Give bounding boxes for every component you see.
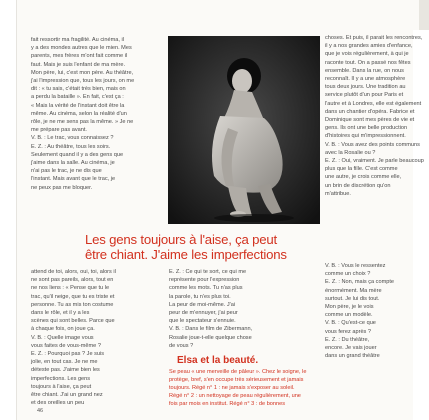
section-subhead: Elsa et la beauté. (177, 355, 259, 366)
corner-decoration (315, 0, 429, 30)
pull-quote-headline (85, 233, 335, 262)
bottom-middle-column: E. Z. : Ce qui te sort, ce qui me représente pour l'expression comme les mots. Tu n'as plus la parole, tu n'es plus toi. La peur de moi-même. J'ai peur de m'ennuyer, j'ai peur que le spectateur s'ennuie. V. B. : Dans le film de Zibermann, Rosalie joue-t-elle quelque chose de vous ? (169, 269, 253, 349)
headline-line-2: être chiant. J'aime les imperfections (85, 246, 287, 262)
right-top-column: choses. Et puis, il parait les rencontres, il y a nos grandes amies d'enfance, que je vois régulièrement, à qui je raconte tout. On a passé nos fêtes ensemble. Dans la rue, on nous reconnaît. Il y a une atmosphère tous deux jours. Une tradition au service plutôt d'un pour Paris et l'autre et à Londres, elle est également dans un chantier d'opéra. Fabrice et Dominique sont mes pères de vie et gens. Ils ont une belle production d'histoires qui m'impressionnent. V. B. : Vous avez des points communs avec la Rosalie ou ? E. Z. : Oui, vraiment. Je parle beaucoup plus que la fille. C'est comme une autre, je crois comme elle, un brin de discrétion qu'on m'attribue. (325, 35, 424, 197)
magazine-page (16, 0, 424, 420)
page-number: 46 (37, 408, 44, 414)
bottom-right-column: V. B. : Vous le ressentez comme un choix ? E. Z. : Non, mais ça compte énormément. Ma mère surtout. Je lui dis tout. Mon père, je le vois comme un modèle. V. B. : Qu'est-ce que vous ferez après ? E. Z. : Du théâtre, encore. Je vais jouer dans un grand théâtre (325, 263, 395, 360)
left-column: fait ressortir ma fragilité. Au cinéma, il y a des mondes autres que le mien. Mes parents, mes frères m'ont fait comme il faut. Mais je suis l'enfant de ma mère. Mon père, lui, c'est mon père. Au théâtre, j'ai l'impression que, tous les jours, on me dit : « tu sais, c'était très bien, mais on a perdu la bataille ». En fait, c'est ça : « Mais la vérité de l'instant doit être la même. Au cinéma, selon la réalité d'un rôle, je ne me sens pas la même. » Je ne me prépare pas avant. V. B. : Le trac, vous connaissez ? E. Z. : Au théâtre, tous les soirs. Seulement quand il y a des gens que j'aime dans la salle. Au cinéma, je n'ai pas le trac, je ne dis que l'instant. Mais avant que le trac, je ne peux pas me bloquer. (31, 37, 135, 191)
headline-line-1: Les gens toujours à l'aise, ça peut (85, 232, 277, 247)
beauty-sidebar-text: Se peau « une merveille de pâleur ». Chez le soigne, le protège, bref, s'en occupe très sérieusement et jamais toujours. Régé n° 1 : ne jamais s'exposer au soleil. Régé n° 2 : un nettoyage de peau régulièrement, une fois par mois en institut. Régé n° 3 : de bonnes (169, 369, 307, 407)
portrait-photo (168, 36, 320, 224)
bottom-left-column: attend de toi, alors, oui, toi, alors il ne sont pas pareils, alors, tout en ne nos liens : « Pense que tu le trac, qu'il neige, que tu es triste et personne. Tu as mis ton costume dans le rôle, et il y a les scènes qui sont belles. Parce que à chaque fois, on joue ça. V. B. : Quelle image vous vous faites de vous-même ? E. Z. : Pourquoi pas ? Je suis jolie, en tout cas. Je ne me déteste pas. J'aime bien les imperfections. Les gens toujours à l'aise, ça peut être chiant. J'ai un grand nez et des oreilles un peu (31, 269, 116, 407)
woman-crouching-image (168, 36, 320, 224)
